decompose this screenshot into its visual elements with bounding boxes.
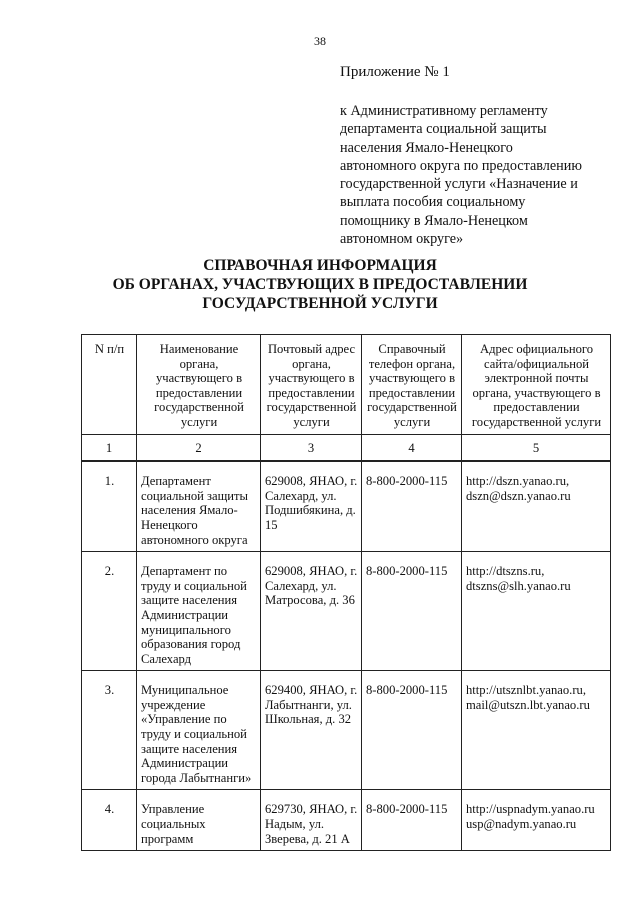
column-header: Адрес официального сайта/официальной электронной почты органа, участвующего в предоставлении государственной услуги <box>462 335 611 435</box>
table-row <box>82 461 611 551</box>
row-number: 2. <box>82 552 137 671</box>
postal-address: 629008, ЯНАО, г. Салехард, ул. Подшибякина, д. 15 <box>261 461 362 551</box>
row-number: 1. <box>82 461 137 551</box>
website-email: http://dtszns.ru, dtszns@slh.yanao.ru <box>462 552 611 671</box>
regulation-reference <box>340 102 615 248</box>
appendix-title: Приложение № 1 <box>340 64 450 80</box>
table-header-row <box>82 335 611 435</box>
agency-name: Департамент социальной защиты населения Ямало-Ненецкого автономного округа <box>137 461 261 551</box>
heading-line: ГОСУДАРСТВЕННОЙ УСЛУГИ <box>202 295 438 312</box>
website-email: http://uspnadym.yanao.ru usp@nadym.yanao.ru <box>462 790 611 851</box>
postal-address: 629400, ЯНАО, г. Лабытнанги, ул. Школьная, д. 32 <box>261 671 362 790</box>
postal-address: 629008, ЯНАО, г. Салехард, ул. Матросова, д. 36 <box>261 552 362 671</box>
row-number: 3. <box>82 671 137 790</box>
column-header: Справочный телефон органа, участвующего в предоставлении государственной услуги <box>362 335 462 435</box>
column-header: Почтовый адрес органа, участвующего в предоставлении государственной услуги <box>261 335 362 435</box>
table-row <box>82 552 611 671</box>
table-row <box>82 790 611 851</box>
agency-name: Муниципальное учреждение «Управление по труду и социальной защите населения Администрации города Лабытнанги» <box>137 671 261 790</box>
agencies-table <box>81 334 611 851</box>
regulation-line: государственной услуги «Назначение и <box>340 176 578 193</box>
regulation-line: департамента социальной защиты <box>340 121 547 138</box>
agency-name: Департамент по труду и социальной защите населения Администрации муниципального образования город Салехард <box>137 552 261 671</box>
column-number-row <box>82 434 611 461</box>
row-number: 4. <box>82 790 137 851</box>
regulation-line: автономного округа по предоставлению <box>340 157 582 174</box>
regulation-line: населения Ямало-Ненецкого <box>340 139 513 156</box>
phone-number: 8-800-2000-115 <box>362 552 462 671</box>
page-number: 38 <box>314 34 326 48</box>
regulation-line: выплата пособия социальному <box>340 194 526 211</box>
website-email: http://utsznlbt.yanao.ru, mail@utszn.lbt.yanao.ru <box>462 671 611 790</box>
column-number: 5 <box>462 434 611 461</box>
phone-number: 8-800-2000-115 <box>362 461 462 551</box>
phone-number: 8-800-2000-115 <box>362 790 462 851</box>
column-number: 1 <box>82 434 137 461</box>
column-number: 4 <box>362 434 462 461</box>
regulation-line: к Административному регламенту <box>340 103 548 119</box>
column-header: N п/п <box>82 335 137 435</box>
heading-line: СПРАВОЧНАЯ ИНФОРМАЦИЯ <box>203 257 437 274</box>
regulation-line: автономном округе» <box>340 231 464 248</box>
column-number: 2 <box>137 434 261 461</box>
column-header: Наименование органа, участвующего в предоставлении государственной услуги <box>137 335 261 435</box>
heading-line: ОБ ОРГАНАХ, УЧАСТВУЮЩИХ В ПРЕДОСТАВЛЕНИИ <box>112 276 528 293</box>
regulation-line: помощнику в Ямало-Ненецком <box>340 212 528 229</box>
agency-name: Управление социальных программ <box>137 790 261 851</box>
table-row <box>82 671 611 790</box>
postal-address: 629730, ЯНАО, г. Надым, ул. Зверева, д. 21 А <box>261 790 362 851</box>
column-number: 3 <box>261 434 362 461</box>
website-email: http://dszn.yanao.ru, dszn@dszn.yanao.ru <box>462 461 611 551</box>
phone-number: 8-800-2000-115 <box>362 671 462 790</box>
document-heading <box>0 256 640 313</box>
